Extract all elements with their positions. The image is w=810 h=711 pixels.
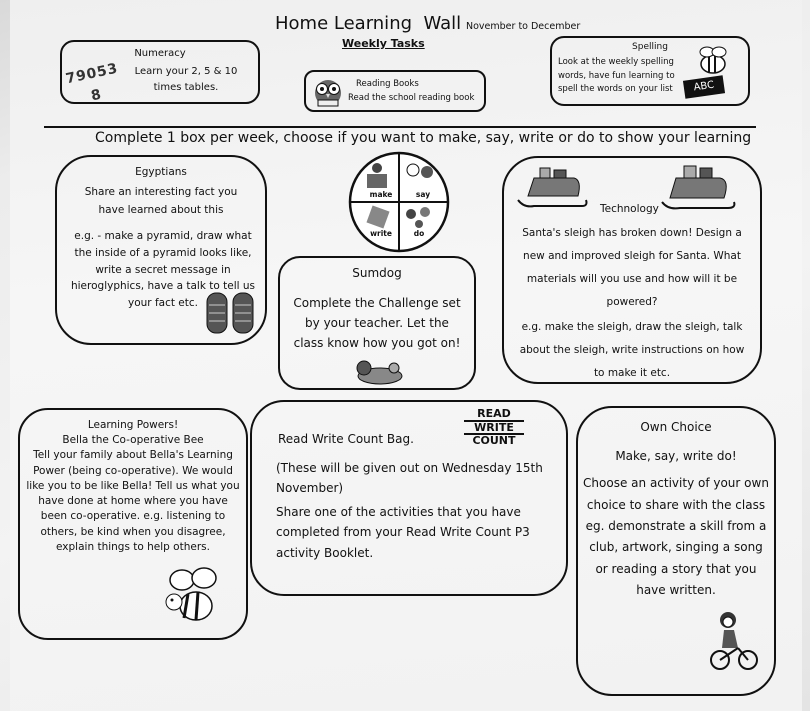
technology-box xyxy=(502,156,762,384)
header-divider xyxy=(44,126,756,128)
sumdog-dog-icon xyxy=(352,358,408,386)
sumdog-title: Sumdog xyxy=(352,266,402,280)
make-say-write-do-wheel xyxy=(347,150,451,254)
own-choice-title: Own Choice xyxy=(640,420,712,434)
sleigh-icon xyxy=(514,166,590,210)
reading-books-box xyxy=(304,70,486,112)
reading-title: Reading Books xyxy=(356,79,419,89)
numeracy-box xyxy=(60,40,260,104)
write-label: write xyxy=(370,229,392,238)
reading-text: Read the school reading book xyxy=(348,93,475,103)
technology-example: e.g. make the sleigh, draw the sleigh, talk about the sleigh, write instructions on how to make it etc. xyxy=(519,321,745,380)
sumdog-box xyxy=(278,256,476,390)
abc-badge: ABC xyxy=(683,75,725,98)
technology-title: Technology xyxy=(600,203,659,215)
sumdog-text: Complete the Challenge set by your teacher. Let the class know how you got on! xyxy=(293,295,461,351)
spelling-box xyxy=(550,36,750,106)
own-choice-box xyxy=(576,406,776,696)
spelling-text: Look at the weekly spelling words, have fun learning to spell the words on your list xyxy=(558,57,675,95)
rwc-title: Read Write Count Bag. xyxy=(278,432,414,446)
egyptians-example: e.g. - make a pyramid, draw what the inside of a pyramid looks like, write a secret message in hieroglyphics, have a talk to tell us your fact etc. xyxy=(70,229,255,310)
cyclist-girl-icon xyxy=(708,608,762,672)
numeracy-text: Learn your 2, 5 & 10 times tables. xyxy=(134,66,238,93)
read-write-count-box xyxy=(250,400,568,596)
instructions: Complete 1 box per week, choose if you want to make, say, write or do to show your learning xyxy=(95,130,752,146)
bella-bee-icon xyxy=(160,562,230,632)
numeracy-title: Numeracy xyxy=(134,48,186,59)
say-label: say xyxy=(415,190,431,199)
read-write-count-logo: READ WRITE COUNT xyxy=(464,408,524,447)
rwc-note: (These will be given out on Wednesday 15th November) xyxy=(276,461,543,496)
mummy-icon xyxy=(203,291,259,335)
egyptians-intro: Share an interesting fact you have learned about this xyxy=(84,186,238,217)
abc-bee-icon xyxy=(682,44,744,102)
learning-powers-box xyxy=(18,408,248,640)
egyptians-box xyxy=(55,155,267,345)
make-label: make xyxy=(369,190,393,199)
egyptians-title: Egyptians xyxy=(135,166,187,178)
spelling-title: Spelling xyxy=(632,42,668,52)
learning-powers-text: Tell your family about Bella's Learning Power (being co-operative). We would like you to be like Bella! Tell us what you have done at home where you have been co-operative. e.g. listening to others, be kind when you disagree, explain things to help others. xyxy=(26,449,240,553)
learning-powers-line1: Bella the Co-operative Bee xyxy=(62,434,204,447)
own-choice-text: Choose an activity of your own choice to share with the class eg. demonstrate a skill from a club, artwork, singing a song or reading a story that you have written. xyxy=(583,476,769,597)
bee-icon xyxy=(683,44,743,78)
do-label: do xyxy=(413,229,425,238)
numbers-icon: 7 9 0 5 3 8 xyxy=(64,61,117,105)
technology-text: Santa's sleigh has broken down! Design a new and improved sleigh for Santa. What materials will you use and how will it be powered? xyxy=(522,227,742,309)
learning-powers-title: Learning Powers! xyxy=(87,419,179,431)
page-title: Home Learning Wall xyxy=(275,13,462,34)
own-choice-subtitle: Make, say, write do! xyxy=(615,448,737,463)
owl-icon xyxy=(310,74,346,108)
date-range: November to December xyxy=(466,21,581,32)
weekly-tasks-heading: Weekly Tasks xyxy=(342,37,425,50)
rwc-text: Share one of the activities that you have completed from your Read Write Count P3 activity Booklet. xyxy=(276,505,530,560)
sleigh-icon-right xyxy=(658,162,738,212)
